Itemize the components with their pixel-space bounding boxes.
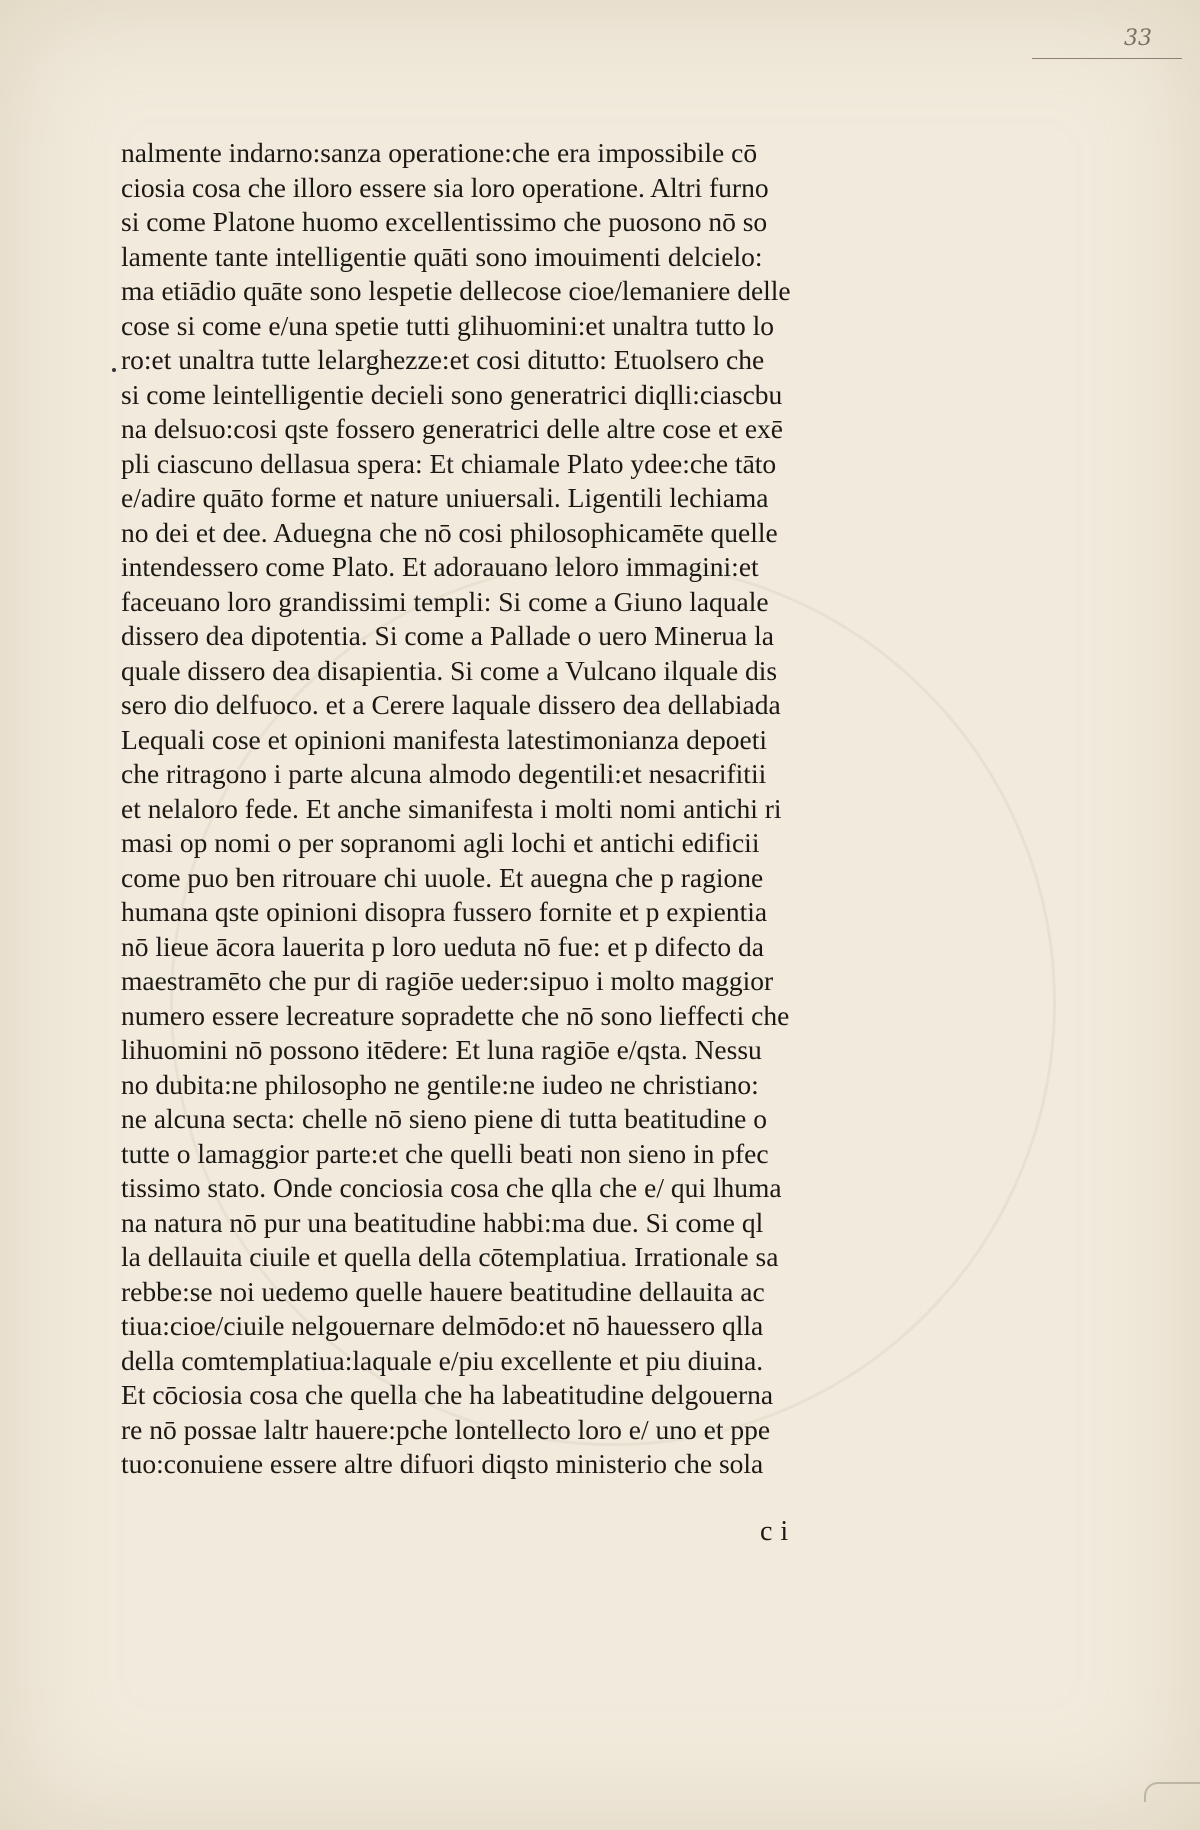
text-line: na delsuo:cosi qste fossero generatrici delle altre cose et exē [121,413,784,444]
signature-mark: ci [760,1516,797,1547]
text-line: Lequali cose et opinioni manifesta latestimonianza depoeti [121,723,768,755]
text-line: si come leintelligentie decieli sono generatrici diqlli:ciascbu [121,378,783,410]
text-line: sero dio delfuoco. et a Cerere laquale dissero dea dellabiada [121,689,781,720]
text-line: tuo:conuiene essere altre difuori diqsto ministerio che sola [121,1448,764,1479]
text-line: tissimo stato. Onde conciosia cosa che qlla che e/ qui lhuma [121,1172,782,1203]
text-line: si come Platone huomo excellentissimo che puosono nō so [121,206,768,237]
text-line: quale dissero dea disapientia. Si come a Vulcano ilquale dis [121,654,778,686]
text-line: nō lieue ācora lauerita p loro ueduta nō fue: et p difecto da [121,930,764,962]
text-line: come puo ben ritrouare chi uuole. Et auegna che p ragione [121,861,764,893]
text-line: ma etiādio quāte sono lespetie dellecose cioe/lemaniere delle [121,275,791,306]
text-line: numero essere lecreature sopradette che nō sono lieffecti che [121,999,790,1031]
text-line: re nō possae laltr hauere:pche lontellecto loro e/ uno et ppe [121,1413,771,1445]
text-line: che ritragono i parte alcuna almodo degentili:et nesacrifitii [121,758,767,789]
body-text [121,136,901,1482]
text-line: humana qste opinioni disopra fussero fornite et p expientia [121,896,768,927]
text-line: maestramēto che pur di ragiōe ueder:sipuo i molto maggior [121,965,774,996]
text-line: ne alcuna secta: chelle nō sieno piene di tutta beatitudine o [121,1103,768,1134]
folio-rule [1032,58,1182,59]
folio-number: 33 [1124,26,1152,51]
text-line: faceuano loro grandissimi templi: Si come a Giuno laquale [121,585,769,617]
text-line: ciosia cosa che illoro essere sia loro operatione. Altri furno [121,171,769,203]
text-line: no dei et dee. Aduegna che nō cosi philosophicamēte quelle [121,516,778,548]
text-line: dissero dea dipotentia. Si come a Pallade o uero Minerua la [121,620,774,651]
text-line: la dellauita ciuile et quella della cōtemplatiua. Irrationale sa [121,1241,779,1272]
text-line: no dubita:ne philosopho ne gentile:ne iudeo ne christiano: [121,1068,759,1100]
text-line: nalmente indarno:sanza operatione:che era impossibile cō [121,137,758,168]
page-edge-mark [1144,1782,1200,1802]
text-line: lamente tante intelligentie quāti sono imouimenti delcielo: [121,240,763,272]
text-line: della comtemplatiua:laquale e/piu excellente et piu diuina. [121,1344,764,1376]
text-line: masi op nomi o per sopranomi agli lochi et antichi edificii [121,827,760,858]
text-line: tutte o lamaggior parte:et che quelli beati non sieno in pfec [121,1137,769,1169]
text-line: et nelaloro fede. Et anche simanifesta i molti nomi antichi ri [121,792,782,824]
text-line: rebbe:se noi uedemo quelle hauere beatitudine dellauita ac [121,1275,765,1307]
text-line: Et cōciosia cosa che quella che ha labeatitudine delgouerna [121,1379,774,1410]
text-line: ro:et unaltra tutte lelarghezze:et cosi ditutto: Etuolsero che [121,344,765,375]
text-line: cose si come e/una spetie tutti glihuomini:et unaltra tutto lo [121,309,774,341]
text-line: e/adire quāto forme et nature uniuersali. Ligentili lechiama [121,482,769,513]
text-line: intendessero come Plato. Et adorauano leloro immagini:et [121,551,759,582]
margin-mark [112,368,116,372]
text-line: na natura nō pur una beatitudine habbi:ma due. Si come ql [121,1206,764,1238]
text-line: lihuomini nō possono itēdere: Et luna ragiōe e/qsta. Nessu [121,1034,762,1065]
text-line: tiua:cioe/ciuile nelgouernare delmōdo:et nō hauessero qlla [121,1310,764,1341]
text-line: pli ciascuno dellasua spera: Et chiamale Plato ydee:che tāto [121,447,777,479]
